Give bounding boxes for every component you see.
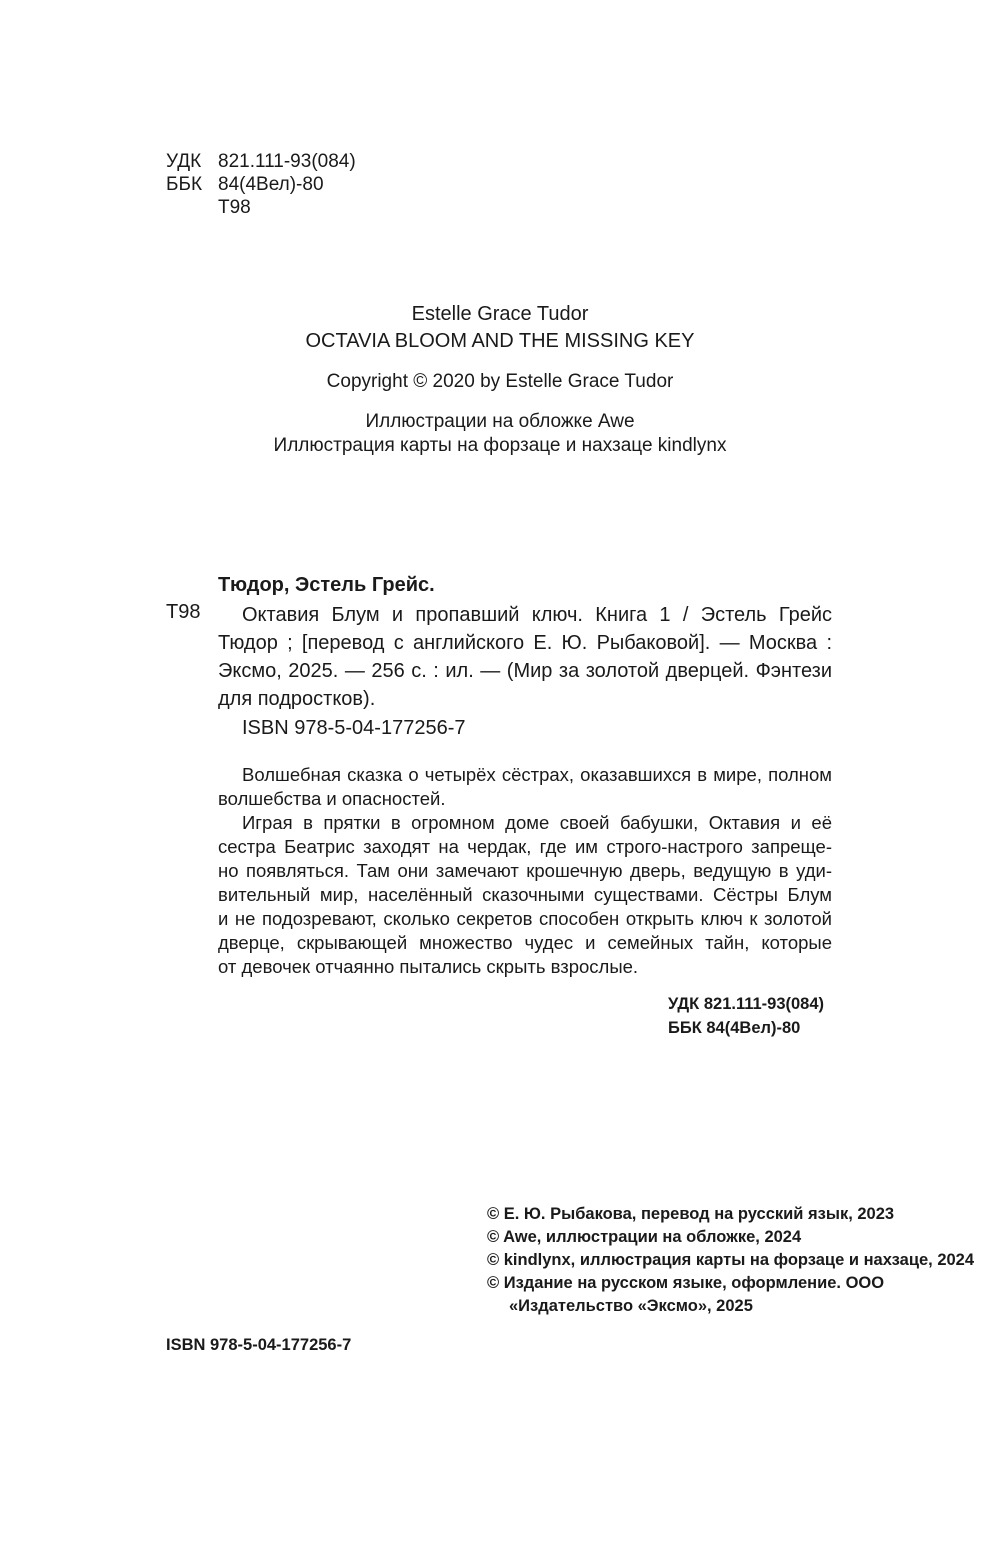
annotation-paragraph — [218, 763, 832, 811]
udk-label: УДК — [166, 151, 202, 172]
annotation-line: дверце, скрывающей множество чудес и семейных тайн, которые — [218, 932, 832, 953]
bbk-value: 84(4Вел)-80 — [218, 174, 324, 195]
bbk-row — [166, 173, 356, 196]
classification-block — [166, 150, 356, 219]
copyright-notice: © Е. Ю. Рыбакова, перевод на русский язык, 2023 — [487, 1205, 895, 1223]
udk-row — [166, 150, 356, 173]
bib-author-code: Т98 — [166, 601, 201, 623]
bib-description — [218, 601, 832, 713]
original-author: Estelle Grace Tudor — [411, 303, 589, 325]
copyright-notice: © Издание на русском языке, оформление. ООО «Издательство «Эксмо», 2025 — [487, 1274, 885, 1315]
annotation-line: сестра Беатрис заходят на чердак, где им строго-настрого запреще- — [218, 836, 832, 857]
cover-credit: Иллюстрации на обложке Awe — [365, 411, 635, 432]
udk-footer: УДК 821.111-93(084) — [668, 995, 825, 1013]
annotation-line: волшебства и опасностей. — [218, 788, 446, 809]
original-copyright: Copyright © 2020 by Estelle Grace Tudor — [326, 371, 674, 392]
bbk-footer: ББК 84(4Вел)-80 — [668, 1019, 801, 1037]
udk-value: 821.111-93(084) — [218, 151, 356, 172]
classification-footer — [668, 992, 824, 1040]
copyright-notices — [487, 1203, 1000, 1318]
author-code: Т98 — [218, 197, 251, 218]
original-title: OCTAVIA BLOOM AND THE MISSING KEY — [305, 330, 695, 352]
annotation-line: вительный мир, населённый сказочными существами. Сёстры Блум — [218, 884, 832, 905]
bib-desc-line: для подростков). — [218, 688, 376, 710]
bib-heading: Тюдор, Эстель Грейс. — [218, 574, 435, 596]
annotation-line: Волшебная сказка о четырёх сёстрах, оказавшихся в мире, полном — [242, 764, 832, 785]
annotation-line: и не подозревают, сколько секретов способен открыть ключ к золотой — [218, 908, 832, 929]
bib-desc-line: Тюдор ; [перевод с английского Е. Ю. Рыбаковой]. — Москва : — [218, 632, 832, 654]
annotation-line: Играя в прятки в огромном доме своей бабушки, Октавия и её — [242, 812, 832, 833]
annotation-paragraph — [218, 811, 832, 979]
bib-desc-line: Эксмо, 2025. — 256 с. : ил. — (Мир за золотой дверцей. Фэнтези — [218, 660, 832, 682]
copyright-notice: © Awe, иллюстрации на обложке, 2024 — [487, 1228, 802, 1246]
isbn-footer: ISBN 978-5-04-177256-7 — [166, 1336, 352, 1354]
bib-desc-line: Октавия Блум и пропавший ключ. Книга 1 / Эстель Грейс — [242, 604, 832, 626]
map-credit: Иллюстрация карты на форзаце и нахзаце kindlynx — [273, 435, 727, 456]
annotation-line: но появляться. Там они замечают крошечную дверь, ведущую в уди- — [218, 860, 832, 881]
bbk-label: ББК — [166, 174, 203, 195]
copyright-notice: © kindlynx, иллюстрация карты на форзаце и нахзаце, 2024 — [487, 1251, 975, 1269]
bib-isbn: ISBN 978-5-04-177256-7 — [242, 717, 466, 739]
annotation-line: от девочек отчаянно пытались скрыть взрослые. — [218, 956, 639, 977]
